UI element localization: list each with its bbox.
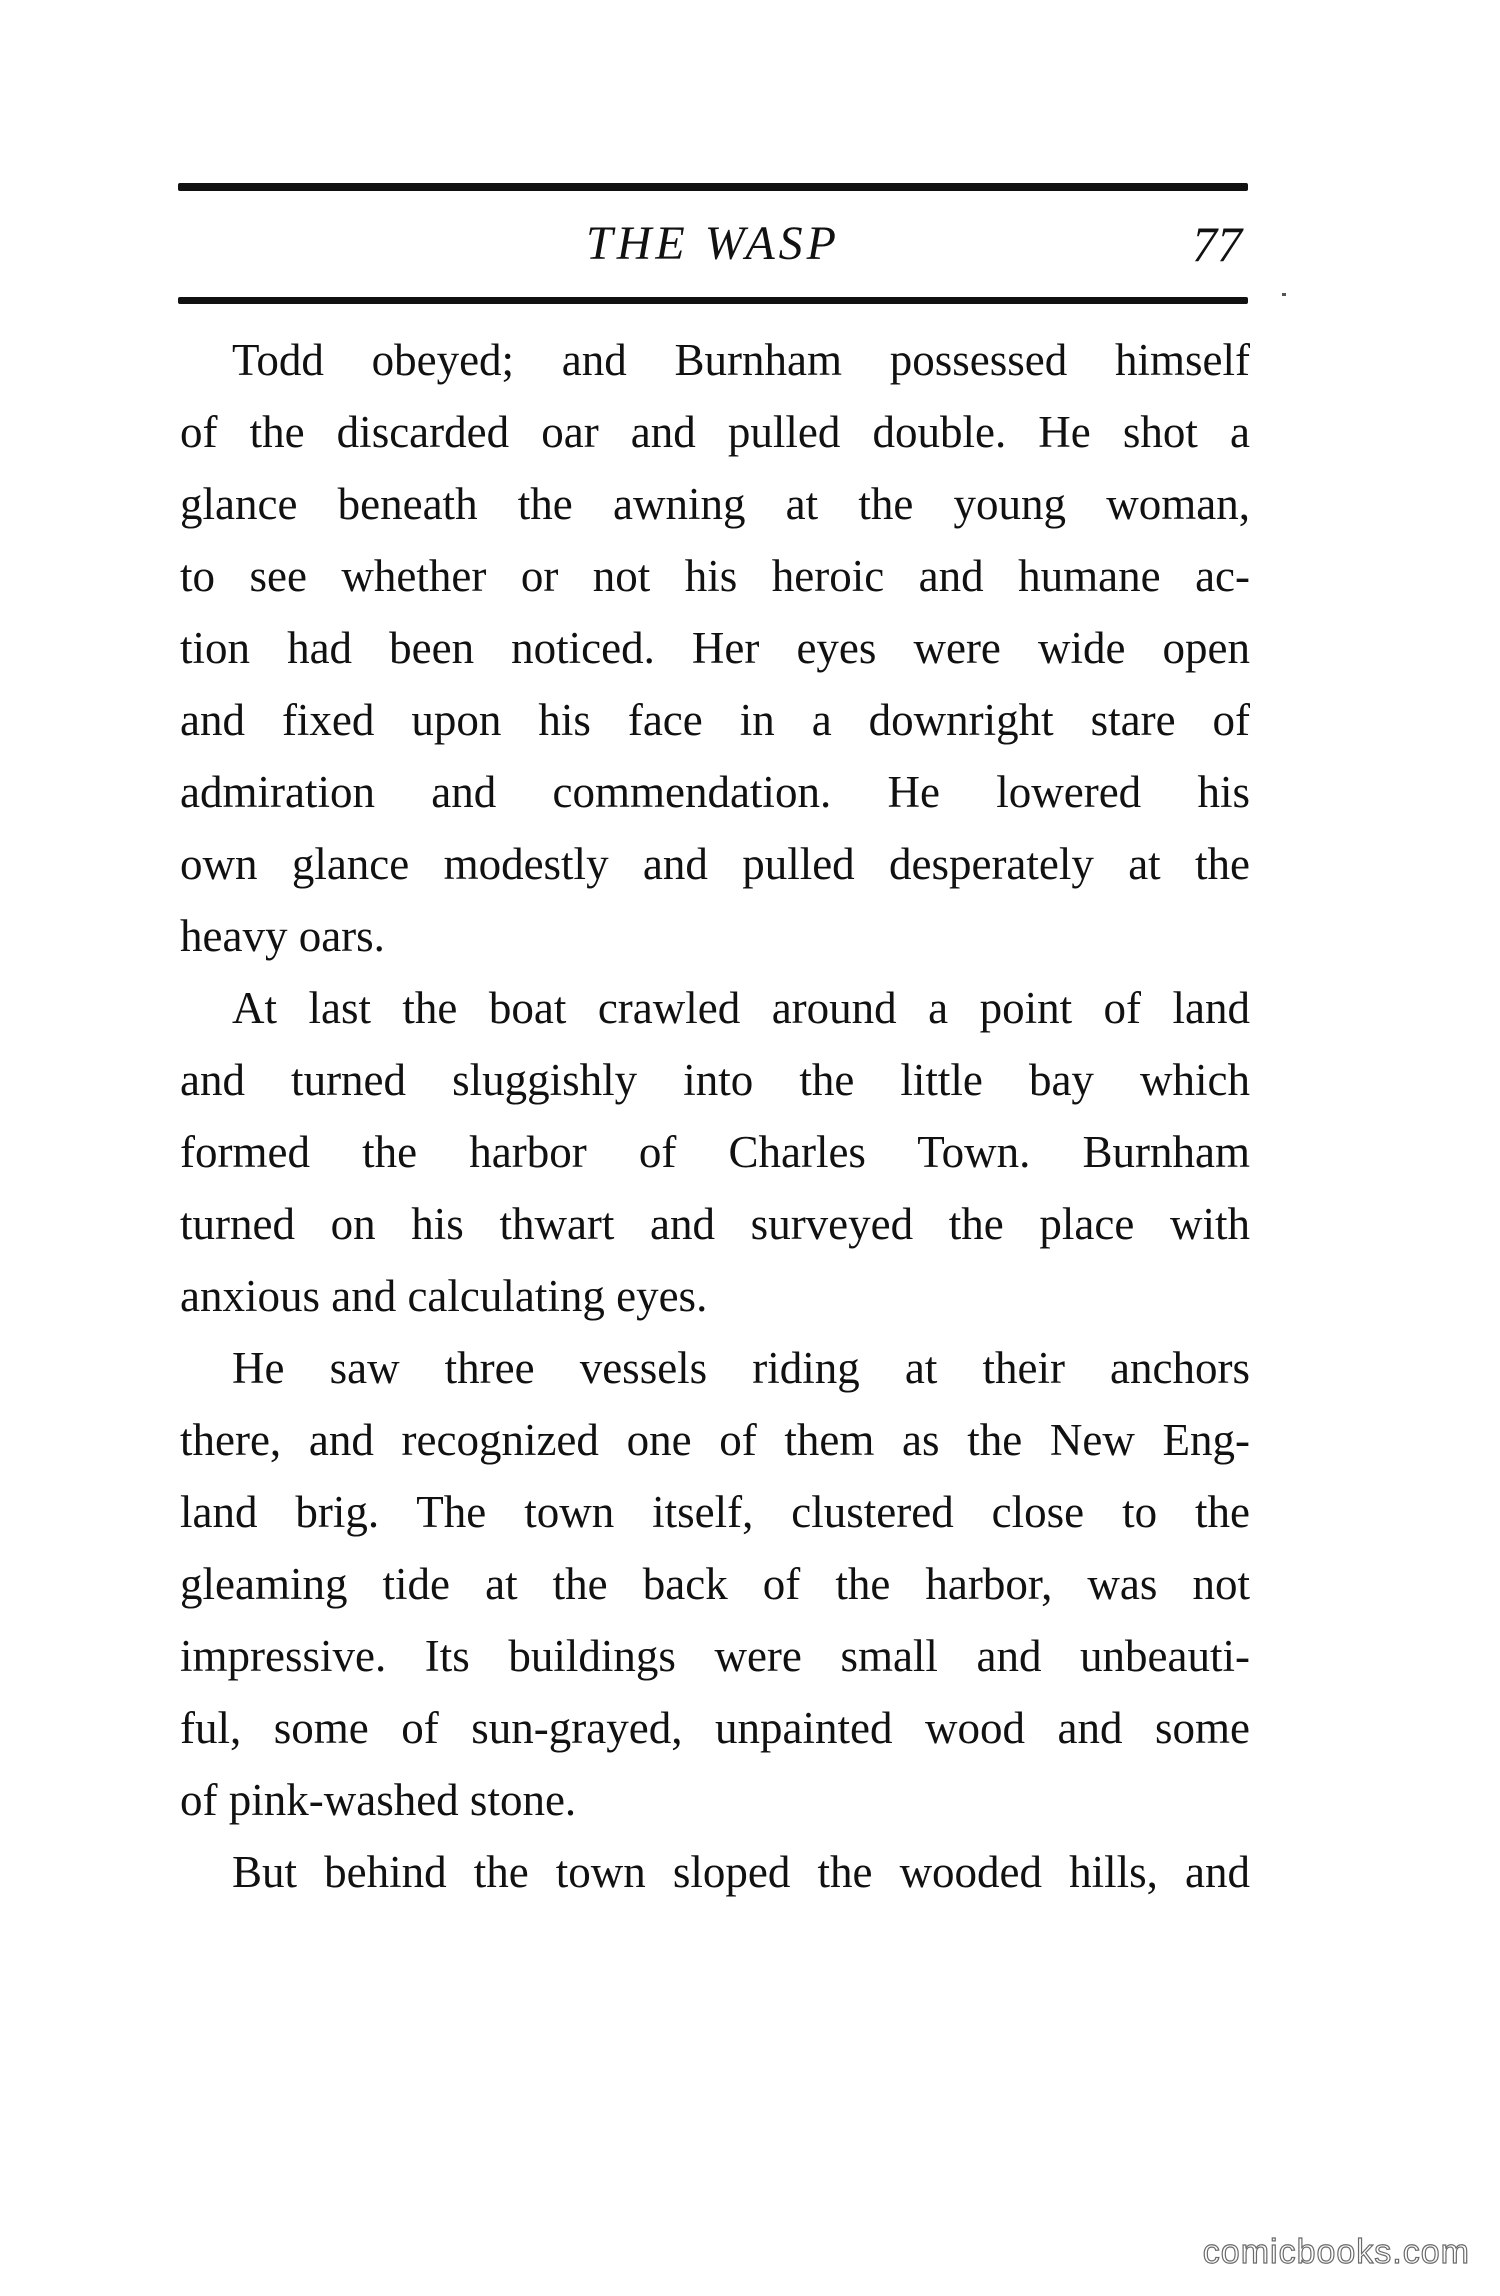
text-line: of the discarded oar and pulled double. He shot a [180, 407, 1250, 457]
text-line: formed the harbor of Charles Town. Burnham [180, 1127, 1250, 1177]
text-line: and turned sluggishly into the little bay which [180, 1055, 1250, 1105]
running-head [178, 214, 1248, 274]
running-title: THE WASP [586, 217, 840, 270]
page-number: 77 [1192, 216, 1242, 272]
watermark: comicbooks.com [1202, 2233, 1470, 2271]
text-line: anxious and calculating eyes. [180, 1271, 708, 1321]
text-line: of pink-washed stone. [180, 1775, 577, 1825]
text-line: admiration and commendation. He lowered his [180, 767, 1250, 817]
text-line: Todd obeyed; and Burnham possessed himself [232, 335, 1250, 385]
print-speck [1282, 293, 1286, 296]
header-top-rule [178, 183, 1248, 191]
text-line: impressive. Its buildings were small and unbeauti- [180, 1631, 1250, 1681]
text-line: At last the boat crawled around a point of land [232, 983, 1250, 1033]
header-bottom-rule [178, 297, 1248, 304]
text-line: gleaming tide at the back of the harbor, was not [180, 1559, 1250, 1609]
text-line: But behind the town sloped the wooded hills, and [232, 1847, 1250, 1897]
text-line: land brig. The town itself, clustered close to the [180, 1487, 1250, 1537]
body-text [180, 324, 1250, 1908]
paragraph [180, 1836, 1250, 1908]
text-line: tion had been noticed. Her eyes were wide open [180, 623, 1250, 673]
paragraph [180, 972, 1250, 1332]
text-line: and fixed upon his face in a downright stare of [180, 695, 1250, 745]
text-line: own glance modestly and pulled desperately at the [180, 839, 1250, 889]
text-line: glance beneath the awning at the young woman, [180, 479, 1250, 529]
text-line: to see whether or not his heroic and humane ac- [180, 551, 1250, 601]
text-line: there, and recognized one of them as the New Eng- [180, 1415, 1250, 1465]
paragraph [180, 324, 1250, 972]
text-line: ful, some of sun-grayed, unpainted wood and some [180, 1703, 1250, 1753]
text-line: He saw three vessels riding at their anchors [232, 1343, 1250, 1393]
text-line: turned on his thwart and surveyed the place with [180, 1199, 1250, 1249]
text-line: heavy oars. [180, 911, 385, 961]
paragraph [180, 1332, 1250, 1836]
